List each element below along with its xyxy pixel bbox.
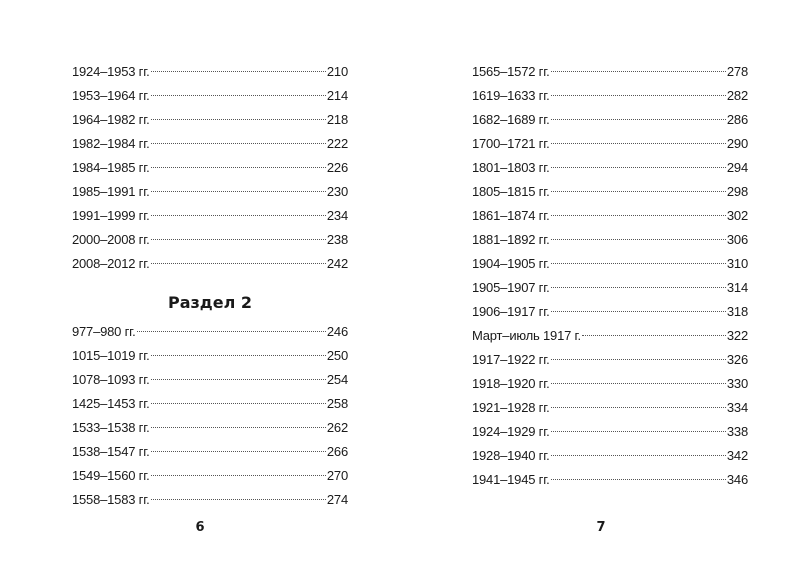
toc-entry-label: 1801–1803 гг. [472,160,550,175]
toc-entry-page: 234 [326,208,348,223]
toc-dot-leader [151,355,326,356]
toc-entry [72,60,348,84]
toc-entry [72,156,348,180]
toc-entry-page: 334 [726,400,748,415]
toc-entry [472,60,748,84]
toc-entry [472,276,748,300]
toc-entry-page: 338 [726,424,748,439]
toc-entry [72,368,348,392]
toc-entry-page: 258 [326,396,348,411]
toc-list-bottom [72,320,348,512]
toc-entry-label: 1015–1019 гг. [72,348,150,363]
toc-dot-leader [551,119,726,120]
toc-entry-page: 318 [726,304,748,319]
toc-entry-page: 262 [326,420,348,435]
toc-entry-page: 282 [726,88,748,103]
toc-dot-leader [551,167,726,168]
toc-entry-page: 290 [726,136,748,151]
toc-dot-leader [151,167,326,168]
toc-entry-label: 1906–1917 гг. [472,304,550,319]
toc-entry-label: 1425–1453 гг. [72,396,150,411]
toc-entry-page: 278 [726,64,748,79]
toc-dot-leader [551,455,726,456]
toc-entry-page: 314 [726,280,748,295]
toc-dot-leader [137,331,326,332]
toc-entry-label: 1991–1999 гг. [72,208,150,223]
toc-entry-label: 1964–1982 гг. [72,112,150,127]
toc-dot-leader [582,335,726,336]
toc-entry-page: 210 [326,64,348,79]
toc-entry [472,468,748,492]
toc-entry-label: 1533–1538 гг. [72,420,150,435]
toc-entry-page: 298 [726,184,748,199]
toc-entry-page: 306 [726,232,748,247]
toc-entry [472,156,748,180]
toc-dot-leader [551,479,726,480]
toc-entry [472,300,748,324]
page-number-right: 7 [596,520,606,535]
toc-entry-page: 326 [726,352,748,367]
toc-entry [472,180,748,204]
toc-entry-page: 346 [726,472,748,487]
toc-entry [72,204,348,228]
toc-dot-leader [151,499,326,500]
toc-entry [472,420,748,444]
toc-entry-page: 330 [726,376,748,391]
toc-entry-page: 266 [326,444,348,459]
toc-entry-page: 230 [326,184,348,199]
toc-entry-label: 1982–1984 гг. [72,136,150,151]
toc-entry-label: 1565–1572 гг. [472,64,550,79]
toc-entry-label: 1538–1547 гг. [72,444,150,459]
toc-entry [72,392,348,416]
toc-entry-label: 1984–1985 гг. [72,160,150,175]
toc-entry [472,348,748,372]
toc-entry-label: 1985–1991 гг. [72,184,150,199]
toc-entry-label: 1881–1892 гг. [472,232,550,247]
toc-entry [72,228,348,252]
toc-entry-page: 250 [326,348,348,363]
toc-entry-label: 1558–1583 гг. [72,492,150,507]
toc-dot-leader [151,143,326,144]
toc-entry-label: 1700–1721 гг. [472,136,550,151]
toc-entry [72,416,348,440]
toc-entry [472,132,748,156]
toc-dot-leader [151,95,326,96]
toc-entry [72,132,348,156]
toc-entry-page: 302 [726,208,748,223]
toc-entry-page: 222 [326,136,348,151]
toc-entry-page: 310 [726,256,748,271]
toc-dot-leader [551,359,726,360]
toc-entry [72,320,348,344]
toc-entry-page: 342 [726,448,748,463]
toc-dot-leader [551,215,726,216]
toc-entry-label: 1918–1920 гг. [472,376,550,391]
toc-entry-label: 1904–1905 гг. [472,256,550,271]
toc-dot-leader [151,403,326,404]
toc-entry-page: 254 [326,372,348,387]
toc-entry-label: 1549–1560 гг. [72,468,150,483]
toc-entry-label: 1078–1093 гг. [72,372,150,387]
toc-entry-page: 270 [326,468,348,483]
toc-entry-label: 1619–1633 гг. [472,88,550,103]
toc-dot-leader [551,95,726,96]
toc-entry [72,252,348,276]
toc-entry [472,372,748,396]
toc-entry [72,464,348,488]
toc-entry [472,396,748,420]
toc-entry [472,324,748,348]
page-number-left: 6 [195,520,205,535]
toc-dot-leader [551,239,726,240]
toc-entry-page: 238 [326,232,348,247]
toc-entry-page: 242 [326,256,348,271]
toc-entry-label: 1928–1940 гг. [472,448,550,463]
toc-entry [72,488,348,512]
toc-dot-leader [151,119,326,120]
toc-entry [472,108,748,132]
toc-entry-page: 274 [326,492,348,507]
toc-dot-leader [151,215,326,216]
toc-entry-page: 322 [726,328,748,343]
toc-entry [72,180,348,204]
toc-dot-leader [551,431,726,432]
toc-list-right [472,60,748,492]
toc-dot-leader [551,383,726,384]
toc-dot-leader [551,143,726,144]
toc-entry-label: 1941–1945 гг. [472,472,550,487]
toc-dot-leader [551,311,726,312]
toc-entry-label: 1905–1907 гг. [472,280,550,295]
toc-entry-page: 246 [326,324,348,339]
toc-entry-label: 1924–1953 гг. [72,64,150,79]
toc-dot-leader [551,71,726,72]
right-page [400,0,800,578]
toc-entry-label: 2000–2008 гг. [72,232,150,247]
toc-dot-leader [151,475,326,476]
toc-entry-label: 2008–2012 гг. [72,256,150,271]
toc-entry-label: 1924–1929 гг. [472,424,550,439]
toc-dot-leader [551,191,726,192]
toc-entry-label: Март–июль 1917 г. [472,328,581,343]
toc-entry [472,444,748,468]
toc-entry-page: 294 [726,160,748,175]
toc-entry-page: 214 [326,88,348,103]
toc-dot-leader [551,407,726,408]
toc-entry-page: 286 [726,112,748,127]
toc-entry [72,84,348,108]
toc-dot-leader [551,263,726,264]
toc-dot-leader [151,191,326,192]
toc-entry-label: 1953–1964 гг. [72,88,150,103]
section-heading: Раздел 2 [167,293,252,312]
toc-entry [72,344,348,368]
toc-dot-leader [151,379,326,380]
toc-entry [72,108,348,132]
toc-entry [472,204,748,228]
toc-dot-leader [151,451,326,452]
toc-dot-leader [551,287,726,288]
toc-entry [472,84,748,108]
toc-entry-label: 1805–1815 гг. [472,184,550,199]
toc-dot-leader [151,239,326,240]
toc-entry-label: 1921–1928 гг. [472,400,550,415]
toc-entry [472,228,748,252]
toc-dot-leader [151,263,326,264]
toc-entry [472,252,748,276]
toc-list-top [72,60,348,276]
toc-entry-page: 226 [326,160,348,175]
toc-entry-label: 1917–1922 гг. [472,352,550,367]
toc-dot-leader [151,71,326,72]
toc-entry [72,440,348,464]
toc-entry-label: 1682–1689 гг. [472,112,550,127]
toc-entry-page: 218 [326,112,348,127]
toc-entry-label: 977–980 гг. [72,324,136,339]
toc-dot-leader [151,427,326,428]
toc-entry-label: 1861–1874 гг. [472,208,550,223]
